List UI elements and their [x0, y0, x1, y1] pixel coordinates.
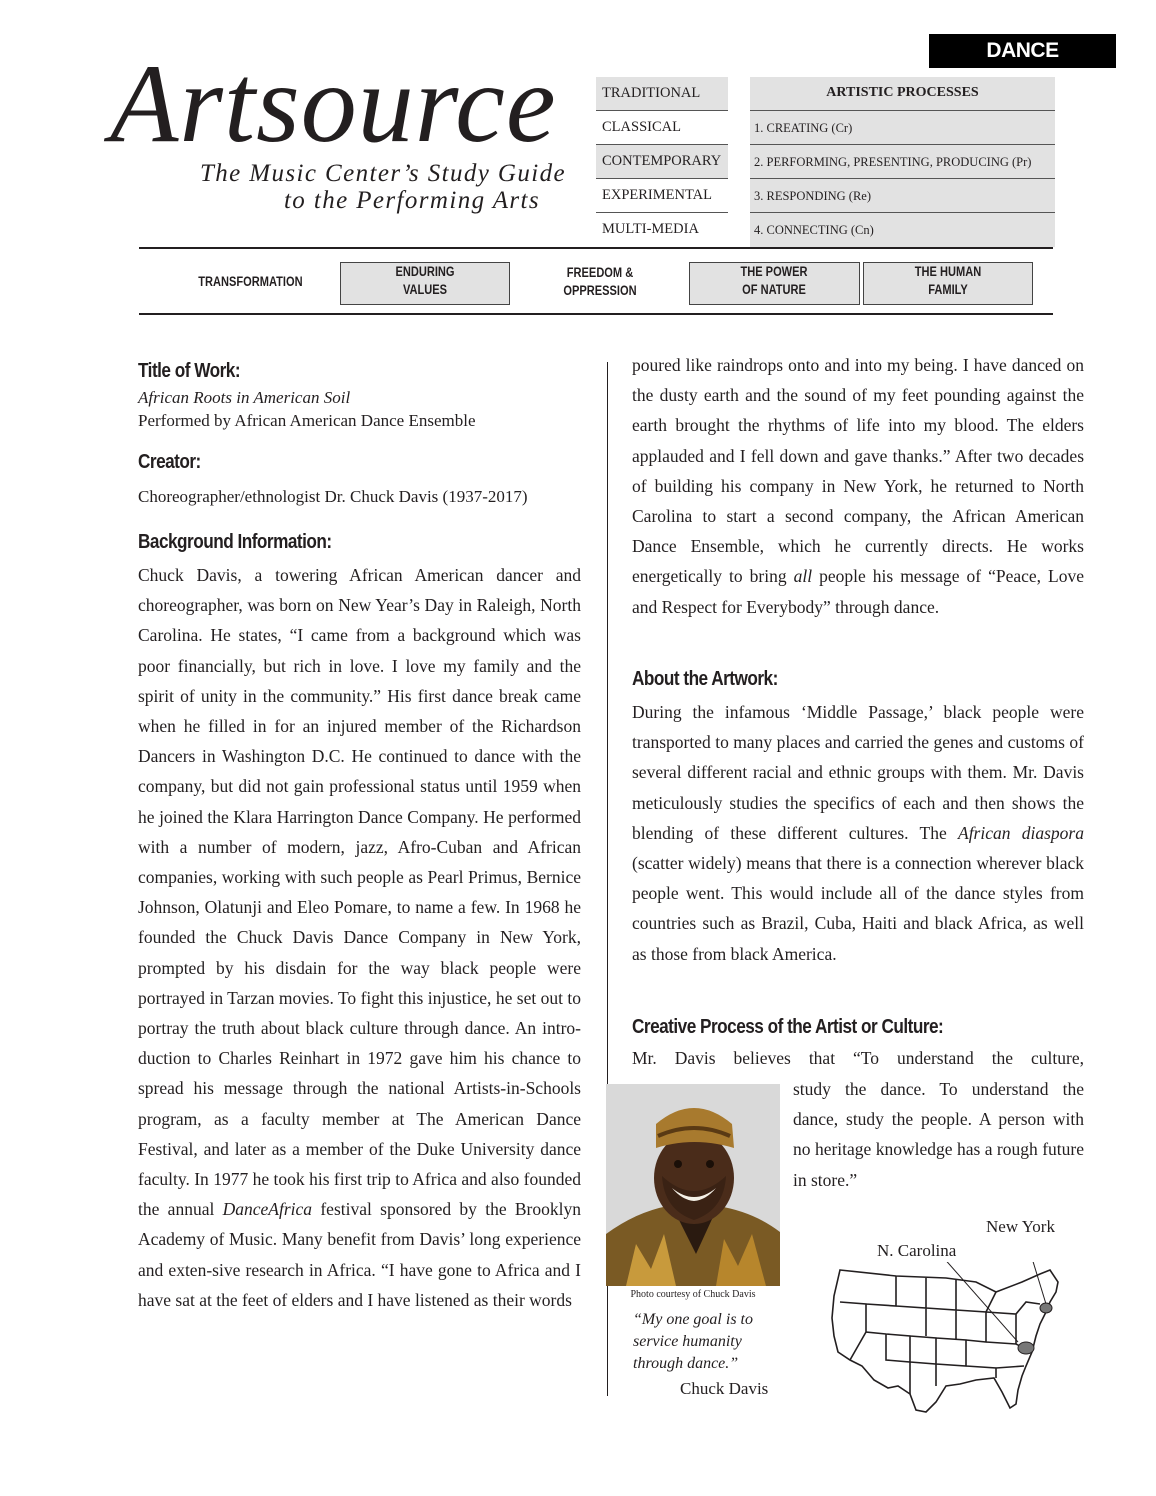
- all-emphasis: all: [793, 566, 813, 587]
- artwork-paragraph: [632, 697, 1084, 969]
- title-of-work-heading: Title of Work:: [138, 360, 241, 382]
- performed-by: Performed by African American Dance Ensemble: [138, 411, 476, 430]
- process-responding: 3. RESPONDING (Re): [750, 179, 1055, 213]
- artistic-processes-title: ARTISTIC PROCESSES: [750, 77, 1055, 111]
- danceafrica-emphasis: DanceAfrica: [222, 1199, 313, 1220]
- theme-transformation: TRANSFORMATION: [198, 274, 303, 289]
- process-connecting: 4. CONNECTING (Cn): [750, 213, 1055, 247]
- background-paragraph: [138, 560, 581, 1315]
- artwork-heading: About the Artwork:: [632, 668, 778, 690]
- background-heading: Background Information:: [138, 531, 332, 553]
- artistic-processes: [750, 77, 1055, 247]
- background-text-1: Chuck Davis, a towering African American dancer and choreographer, was born on New Year’s Day in Raleigh, North Carolina. He states, “I came from a background which was poor financially, but rich in love. I love my family and the spirit of unity in the community.” His first dance break came when he filled in for an injured member of the Richardson Dancers in Washington D.C. He continued to dance with the company, but did not gain professional status until 1959 when he joined the Klara Harrington Dance Company. He performed with a number of modern, jazz, Afro-Cuban and African companies, working with such people as Pearl Primus, Bernice Johnson, Olatunji and Eleo Pomare, to name a few. In 1968 he founded the Chuck Davis Dance Company in New York, prompted by his disdain for the way black people were portrayed in Tarzan movies. To fight this injustice, he set out to portray the truth about black culture through dance. An intro-duction to Charles Reinhart in 1972 gave him his chance to spread his message through the national Artists-in-Schools program, as a faculty member at The American Dance Festival, and later as a member of the Duke University dance faculty. In 1977 he took his first trip to Africa and also founded the annual: [138, 565, 581, 1220]
- logo-subtitle: [150, 160, 566, 214]
- theme-bar: [139, 247, 1053, 315]
- theme-enduring-values: ENDURING VALUES: [395, 264, 455, 297]
- creator-text: Choreographer/ethnologist Dr. Chuck Davis (1937-2017): [138, 487, 528, 506]
- creator-heading: Creator:: [138, 451, 201, 473]
- continuation-text-1: poured like raindrops onto and into my being. I have danced on the dusty earth and the sound of my feet pounding against the earth brought the rhythms of life into my blood. The elders applauded and I fell down and gave thanks.” After two decades of building his company in New York, he returned to North Carolina to start a second company, the African American Dance Ensemble, which he currently directs. He works energetically to bring: [632, 355, 1084, 587]
- theme-human-family: THE HUMAN FAMILY: [914, 264, 982, 297]
- us-map-icon: [826, 1262, 1066, 1422]
- discipline-tag: DANCE: [929, 34, 1116, 68]
- continuation-text-2: people his message of “Peace, Love and Respect for Everybody” through dance.: [632, 566, 1084, 617]
- category-classical: CLASSICAL: [596, 111, 728, 145]
- category-experimental: EXPERIMENTAL: [596, 179, 728, 213]
- artsource-logo: Artsource: [110, 42, 557, 166]
- continuation-paragraph: [632, 350, 1084, 622]
- work-title: African Roots in American Soil: [138, 388, 351, 407]
- chuck-davis-photo: [606, 1084, 780, 1286]
- photo-credit: Photo courtesy of Chuck Davis: [630, 1289, 756, 1300]
- subtitle-line-1: The Music Center’s Study Guide: [199, 160, 566, 187]
- category-traditional: TRADITIONAL: [596, 77, 728, 111]
- pull-quote: “My one goal is to service humanity through dance.”: [633, 1311, 753, 1372]
- creative-process-text: study the dance. To understand the dance, study the people. A person with no heritage knowledge has a rough future in store.”: [793, 1079, 1084, 1190]
- subtitle-line-2: to the Performing Arts: [283, 187, 540, 214]
- theme-power-of-nature: THE POWER OF NATURE: [740, 264, 808, 297]
- creative-process-line-1: Mr. Davis believes that “To understand the culture,: [632, 1048, 1084, 1068]
- artwork-text-2: (scatter widely) means that there is a connection wherever black people went. This would include all of the dance styles from countries such as Brazil, Cuba, Haiti and black Africa, as well as those from black America.: [632, 853, 1084, 964]
- process-creating: 1. CREATING (Cr): [750, 111, 1055, 145]
- category-contemporary: CONTEMPORARY: [596, 145, 728, 179]
- process-performing: 2. PERFORMING, PRESENTING, PRODUCING (Pr): [750, 145, 1055, 179]
- map-label-new-york: New York: [986, 1217, 1055, 1236]
- theme-freedom-oppression: FREEDOM & OPPRESSION: [563, 265, 637, 298]
- background-text-2: festival sponsored by the Brooklyn Academy of Music. Many benefit from Davis’ long experience and exten-sive research in Africa. “I have gone to Africa and I have sat at the feet of elders and I have listened as their words: [138, 1199, 581, 1310]
- portrait-illustration: [606, 1084, 780, 1286]
- category-multi-media: MULTI-MEDIA: [602, 221, 699, 237]
- category-list: [596, 77, 728, 247]
- map-label-north-carolina: N. Carolina: [877, 1241, 957, 1260]
- artwork-text-1: During the infamous ‘Middle Passage,’ black people were transported to many places and carried the genes and customs of several different racial and ethnic groups with them. Mr. Davis meticulously studies the specifics of each and then shows the blending of these different cultures. The: [632, 702, 1084, 843]
- creative-process-heading: Creative Process of the Artist or Culture:: [632, 1016, 944, 1038]
- african-diaspora-emphasis: African diaspora: [958, 822, 1084, 843]
- quote-author: Chuck Davis: [680, 1379, 769, 1398]
